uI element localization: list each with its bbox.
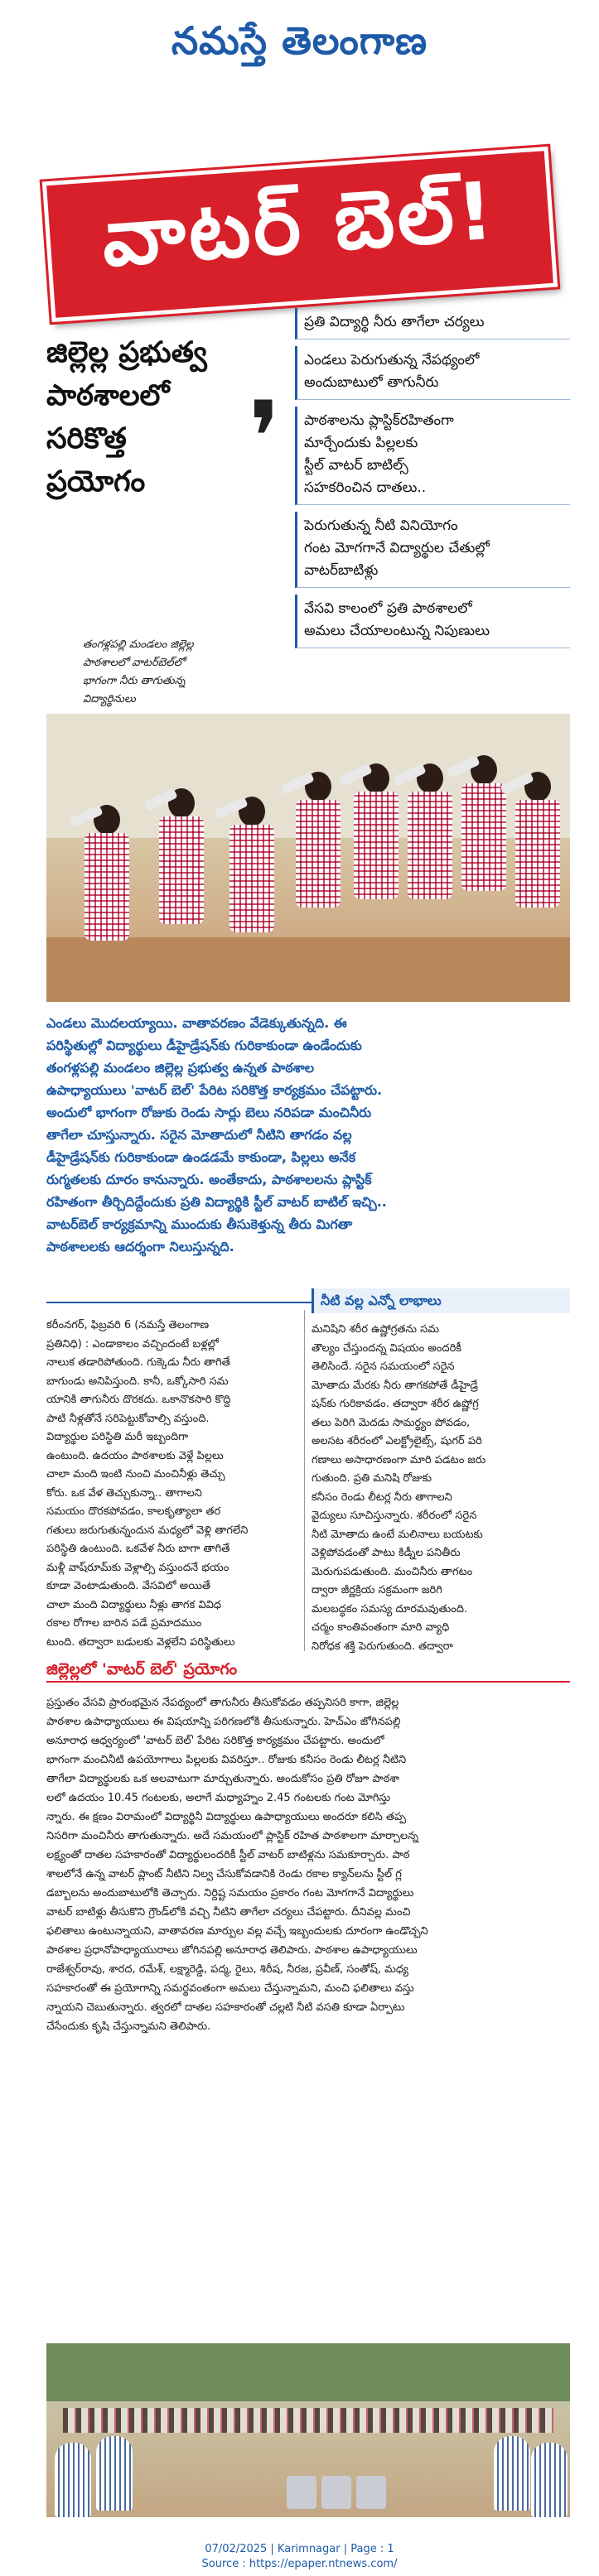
article-line: న్నారు. ఈ క్షణం విరామంలో విద్యార్థినీ విద్యార్థులు ఉపాధ్యాయులు అందరూ కలిసి తప్ప (46, 1811, 407, 1823)
article-line: పాఠశాల ప్రధానోపాధ్యాయురాలు జోగినపల్లి అనూరాధ తెలిపారు. పాఠశాల ఉపాధ్యాయులు (46, 1944, 418, 1957)
masthead (0, 12, 599, 70)
article-line: రాజేశ్వర్‌రావు, శారద, రమేశ్, లక్ష్మారెడ్డి, పద్మ, రైలు, శిరీష, నీరజ, ప్రవీణ్, సంతోష్, మధ్య (46, 1963, 408, 1976)
highlight-line: వేసవి కాలంలో ప్రతి పాఠశాలలో (304, 600, 472, 617)
article-column-right (312, 1321, 570, 1656)
sidebar-heading-text: నీటి వల్ల ఎన్నో లాభాలు (321, 1293, 442, 1308)
photo-caption (83, 636, 298, 709)
student-figure (531, 2443, 568, 2517)
photo-caption-line: పాఠశాలలో వాటర్‌బెల్‌లో (83, 657, 186, 669)
article-line: చాలా మంది విద్యార్థులు నీళ్లు తాగక వివిధ (46, 1598, 222, 1611)
article-line: వాటర్ బాటిళ్లు తీసుకొని గ్రౌండ్‌లోకి వచ్చి నీటిని తాగేలా చర్యలు చేపట్టారు. దీనివల్ల మంచి (46, 1906, 411, 1919)
students-drinking-photo (46, 714, 570, 1002)
lead-line: తాగేలా చూస్తున్నారు. సరైన మోతాదులో నీటిని తాగడం వల్ల (46, 1127, 352, 1143)
article-line: వెళ్లిపోవడంతో పాటు కిడ్నీల పనితీరు (312, 1547, 461, 1559)
lead-line: డీహైడ్రేషన్‌కు గురికాకుండా ఉండడమే కాకుండా, పిల్లలు అనేక (46, 1149, 356, 1165)
lead-line: తంగళ్లపల్లి మండలం జిల్లెల్ల ప్రభుత్వ ఉన్నత పాఠశాల (46, 1060, 315, 1076)
article-line: కనీసం రెండు లీటర్ల నీరు తాగాలని (312, 1490, 452, 1504)
lead-line: ఉపాధ్యాయులు 'వాటర్ బెల్' పేరిట సరికొత్త కార్యక్రమం చేపట్టారు. (46, 1082, 383, 1098)
subheadline (46, 331, 249, 503)
article-line: వైద్యులు సూచిస్తున్నారు. శరీరంలో సరైన (312, 1509, 477, 1522)
student-figure (80, 805, 134, 970)
article-line: శాలలోనే ఉన్న వాటర్ ప్లాంట్ నీటిని నిల్వ చేసుకోవడానికి రెండు రకాల క్యాన్‌లను స్టీల్ గ్ల (46, 1868, 402, 1880)
article-line: న్నాయని చెబుతున్నారు. త్వరలో దాతల సహకారంతో చల్లటి నీటి వసతి కూడా ఏర్పాటు (46, 2001, 405, 2014)
article-line: నాలుక తడారిపోతుంది. గుక్కెడు నీరు తాగితే (46, 1356, 230, 1369)
article-line: అనూరాధ ఆధ్వర్యంలో 'వాటర్ బెల్' పేరిట సరికొత్త కార్యక్రమం చేపట్టారు. అందులో (46, 1735, 384, 1747)
article-line: ప్రతినిధి) : ఎండాకాలం వచ్చిందంటే బళ్లల్లో (46, 1337, 219, 1351)
article-line: కోరు. ఒక వేళ తెచ్చుకున్నా.. తాగాలని (46, 1486, 202, 1500)
highlight-item (295, 595, 570, 648)
article-line: మెరుగుపడుతుంది. మంచినీరు తాగటం (312, 1565, 473, 1578)
article-line: సహకారంతో ఈ ప్రయోగాన్ని సమర్థవంతంగా అమలు చేస్తున్నామని, మంచి ఫలితాలు వస్తు (46, 1982, 414, 1995)
article-line: పాటి నీళ్లతోనే సరిపెట్టుకోవాల్సి వస్తుంది. (46, 1412, 210, 1425)
water-can (321, 2476, 351, 2509)
article-line: మళ్లీ వాష్‌రూమ్‌కు వెళ్లాల్సి వస్తుందనే భయం (46, 1561, 229, 1574)
highlight-line: ఎండలు పెరుగుతున్న నేపథ్యంలో (304, 352, 480, 368)
article-line: తౌల్యం చేస్తుందన్న విషయం అందరికీ (312, 1341, 462, 1355)
section-heading (46, 1656, 570, 1683)
photo-trees (46, 2343, 570, 2401)
article-line: పాఠశాల ఉపాధ్యాయులు ఈ విషయాన్ని పరిగణలోకి తీసుకున్నారు. హెచ్‌ఎం జోగినపల్లి (46, 1716, 401, 1728)
student-figure (456, 755, 511, 921)
article-line: యానికి తాగునీరు దొరకదు. ఒకానొకసారి కొద్ది (46, 1394, 231, 1406)
article-line: ద్వారా జీర్ణక్రియ సక్రమంగా జరిగి (312, 1584, 442, 1596)
article-line: సమయం దొరకపోవడం, కాలకృత్యాలా తర (46, 1505, 221, 1518)
subheadline-line: పాఠశాలలో (46, 379, 170, 412)
footer-edition: 07/02/2025 | Karimnagar | Page : 1 (205, 2543, 394, 2555)
article-line: బాగుండు అనిపిస్తుంది. కానీ, ఒక్కోసారి సమ (46, 1375, 229, 1388)
student-figure (349, 763, 403, 929)
lead-line: అందులో భాగంగా రోజుకు రెండు సార్లు బెలు నరిపడా మంచినీరు (46, 1105, 372, 1120)
highlight-line: ప్రతి విద్యార్థి నీరు తాగేలా చర్యలు (304, 314, 485, 330)
column-separator (304, 1310, 305, 1651)
highlight-item (295, 407, 570, 505)
highlight-line: పెరుగుతున్న నీటి వినియోగం (304, 518, 458, 534)
lead-line: పాఠశాలలకు ఆదర్శంగా నిలుస్తున్నది. (46, 1239, 234, 1254)
student-figure (510, 772, 565, 937)
article-line: నిసరిగా మంచినీరు తాగుతున్నారు. అదే సమయంలో ప్లాస్టిక్ రహిత పాఠశాలగా మార్చాలన్న (46, 1830, 419, 1842)
article-line: లక్ష్యంతో దాతల సహకారంతో విద్యార్థులందరికీ స్టీల్ వాటర్ బాటిళ్లను సమకూర్చారు. పాఠ (46, 1849, 410, 1861)
page-footer (0, 2542, 599, 2572)
sidebar-heading (312, 1288, 570, 1313)
photo-student-row (63, 2408, 553, 2433)
article-line: చేసేందుకు కృషి చేస్తున్నామని తెలిపారు. (46, 2020, 211, 2033)
lead-line: పరిస్థితుల్లో విద్యార్థులు డీహైడ్రేషన్‌కు గురికాకుండా ఉండేందుకు (46, 1038, 362, 1053)
highlight-line: స్టీల్ వాటర్ బాటిల్స్ (304, 457, 408, 474)
lead-line: రహితంగా తీర్చిదిద్దేందుకు ప్రతి విద్యార్థికి స్టీల్ వాటర్ బాటిల్ ఇచ్చి.. (46, 1194, 387, 1210)
article-line: తాగేలా విద్యార్థులకు ఒక అలవాటుగా మార్చుతున్నారు. అందుకోసం ప్రతి రోజూ పాఠశా (46, 1773, 399, 1785)
student-figure (291, 772, 345, 937)
article-line: కూడా వెంటాడుతుంది. వేసవిలో అయితే (46, 1580, 211, 1592)
highlight-line: గంట మోగగానే విద్యార్థుల చేతుల్లో (304, 540, 490, 556)
student-figure (225, 797, 279, 962)
student-figure (154, 788, 209, 962)
highlight-line: సహకరించిన దాతలు.. (304, 479, 427, 496)
lead-paragraph (46, 1012, 570, 1258)
highlights-list (295, 308, 570, 655)
article-line: విద్యార్థుల పరిస్థితి మరీ ఇబ్బందిగా (46, 1431, 189, 1443)
student-figure (403, 763, 457, 929)
subheadline-line: సరికొత్త (46, 422, 127, 455)
highlight-item (295, 308, 570, 339)
student-figure (55, 2443, 91, 2517)
lead-line: ఎండలు మొదలయ్యాయి. వాతావరణం వేడెక్కుతున్నది. ఈ (46, 1015, 347, 1031)
article-line: మనిషిని శరీర ఉష్ణోగ్రతను సమ (312, 1323, 440, 1336)
footer-source: Source : https://epaper.ntnews.com/ (201, 2558, 398, 2570)
article-line: భాగంగా మంచినీటి ఉపయోగాలు పిల్లలకు వివరిస్తూ.. రోజుకు కనీసం రెండు లీటర్ల నీటిని (46, 1754, 407, 1766)
lead-line: వాటర్‌బెల్ కార్యక్రమాన్ని ముందుకు తీసుకెళ్తున్న తీరు మిగతా (46, 1216, 353, 1232)
article-line: నిరోధక శక్తి పెరుగుతుంది. తద్వారా (312, 1639, 453, 1653)
student-figure (494, 2436, 530, 2511)
photo-caption-line: భాగంగా నీరు తాగుతున్న (83, 675, 186, 687)
article-line: షన్‌కు గురికావడం. తద్వారా శరీర ఉష్ణోగ్ర (312, 1398, 479, 1410)
article-line: అలసట శరీరంలో ఎలక్ట్రోలైట్స్, షుగర్ పరి (312, 1435, 482, 1447)
article-line: తెలిసిందే. సరైన సమయంలో సరైన (312, 1360, 455, 1373)
article-column-left (46, 1317, 299, 1652)
photo-caption-line: విద్యార్థినులు (83, 693, 136, 705)
article-line: పరిస్థితి ఉంటుంది. ఒకవేళ నీరు బాగా తాగితే (46, 1543, 230, 1555)
highlight-line: మార్చేందుకు పిల్లలకు (304, 435, 418, 451)
article-line: తలు పెరిగి మెదడు సామర్థ్యం పోవడం, (312, 1416, 471, 1429)
highlight-item (295, 512, 570, 588)
highlight-item (295, 346, 570, 400)
headline-banner (42, 147, 558, 322)
article-line: ప్రస్తుతం వేసవి ప్రారంభమైన నేపథ్యంలో తాగునీరు తీసుకోవడం తప్పనిసరి కాగా, జిల్లెల్ల (46, 1697, 399, 1709)
article-line: లలో ఉదయం 10.45 గంటలకు, అలాగే మధ్యాహ్నం 2.45 గంటలకు గంట మోగిస్తు (46, 1792, 391, 1804)
headline-banner-text: వాటర్ బెల్! (99, 164, 500, 285)
article-line: గతులు జరుగుతున్నందున మధ్యలో వెళ్లి తాగలేని (46, 1524, 249, 1537)
water-can (287, 2476, 316, 2509)
photo-caption-line: తంగళ్లపల్లి మండలం జిల్లెల్ల (83, 638, 194, 651)
highlight-line: వాటర్‌బాటిళ్లు (304, 562, 379, 579)
highlight-line: అమలు చేయాలంటున్న నిపుణులు (304, 623, 490, 639)
article-line: కరీంనగర్, ఫిబ్రవరి 6 (నమస్తే తెలంగాణ (46, 1319, 210, 1331)
article-line: ఫలితాలు ఉంటున్నాయని, వాతావరణ మార్పుల వల్ల వచ్చే ఇబ్బందులకు దూరంగా ఉండొచ్చని (46, 1925, 428, 1938)
article-line: రకాల రోగాల బారిన పడే ప్రమాదముం (46, 1617, 202, 1630)
article-line: టుంది. తద్వారా బడులకు వెళ్లలేని పరిస్థితులు (46, 1635, 235, 1649)
article-line: గణాలు అసాధారణంగా మారి పడటం జరు (312, 1453, 486, 1466)
article-line: ఉంటుంది. ఉదయం పాఠశాలకు వెళ్లే పిల్లలు (46, 1449, 224, 1462)
article-line: చర్మం కాంతివంతంగా మారి వ్యాధి (312, 1621, 450, 1634)
subheadline-line: ప్రయోగం (46, 465, 146, 498)
article-line: మలబద్ధకం సమస్య దూరమవుతుంది. (312, 1602, 468, 1615)
article-line: చాలా మంది ఇంటి నుంచి మంచినీళ్లు తెచ్చు (46, 1468, 225, 1481)
highlight-line: అందుబాటులో తాగునీరు (304, 374, 439, 391)
student-figure (96, 2436, 133, 2511)
article-line: మోతాదు మేరకు నీరు తాగకపోతే డీహైడ్రే (312, 1379, 479, 1392)
highlight-line: పాఠశాలను ప్లాస్టిక్‌రహితంగా (304, 412, 454, 429)
subheadline-line: జిల్లెల్ల ప్రభుత్వ (46, 336, 207, 369)
section-heading-text: జిల్లెల్లలో 'వాటర్ బెల్' ప్రయోగం (46, 1660, 238, 1678)
article-line: గుతుంది. ప్రతి మనిషి రోజుకు (312, 1472, 432, 1485)
article-body-wide (46, 1693, 570, 2036)
article-line: డబ్బాలను అందుబాటులోకి తెచ్చారు. నిర్దిష్ట సమయం ప్రకారం గంట మోగగానే విద్యార్థులు (46, 1887, 414, 1899)
masthead-logo: నమస్తే తెలంగాణ (171, 18, 428, 63)
water-can (356, 2476, 386, 2509)
students-ground-photo (46, 2343, 570, 2517)
quote-mark-icon: ❜ (249, 381, 281, 496)
lead-line: రుగ్మతలకు దూరం కానున్నారు. అంతేకాదు, పాఠశాలలను ప్లాస్టిక్ (46, 1172, 372, 1187)
article-line: నీటి మోతాదు ఉంటే మలినాలు బయటకు (312, 1528, 483, 1541)
